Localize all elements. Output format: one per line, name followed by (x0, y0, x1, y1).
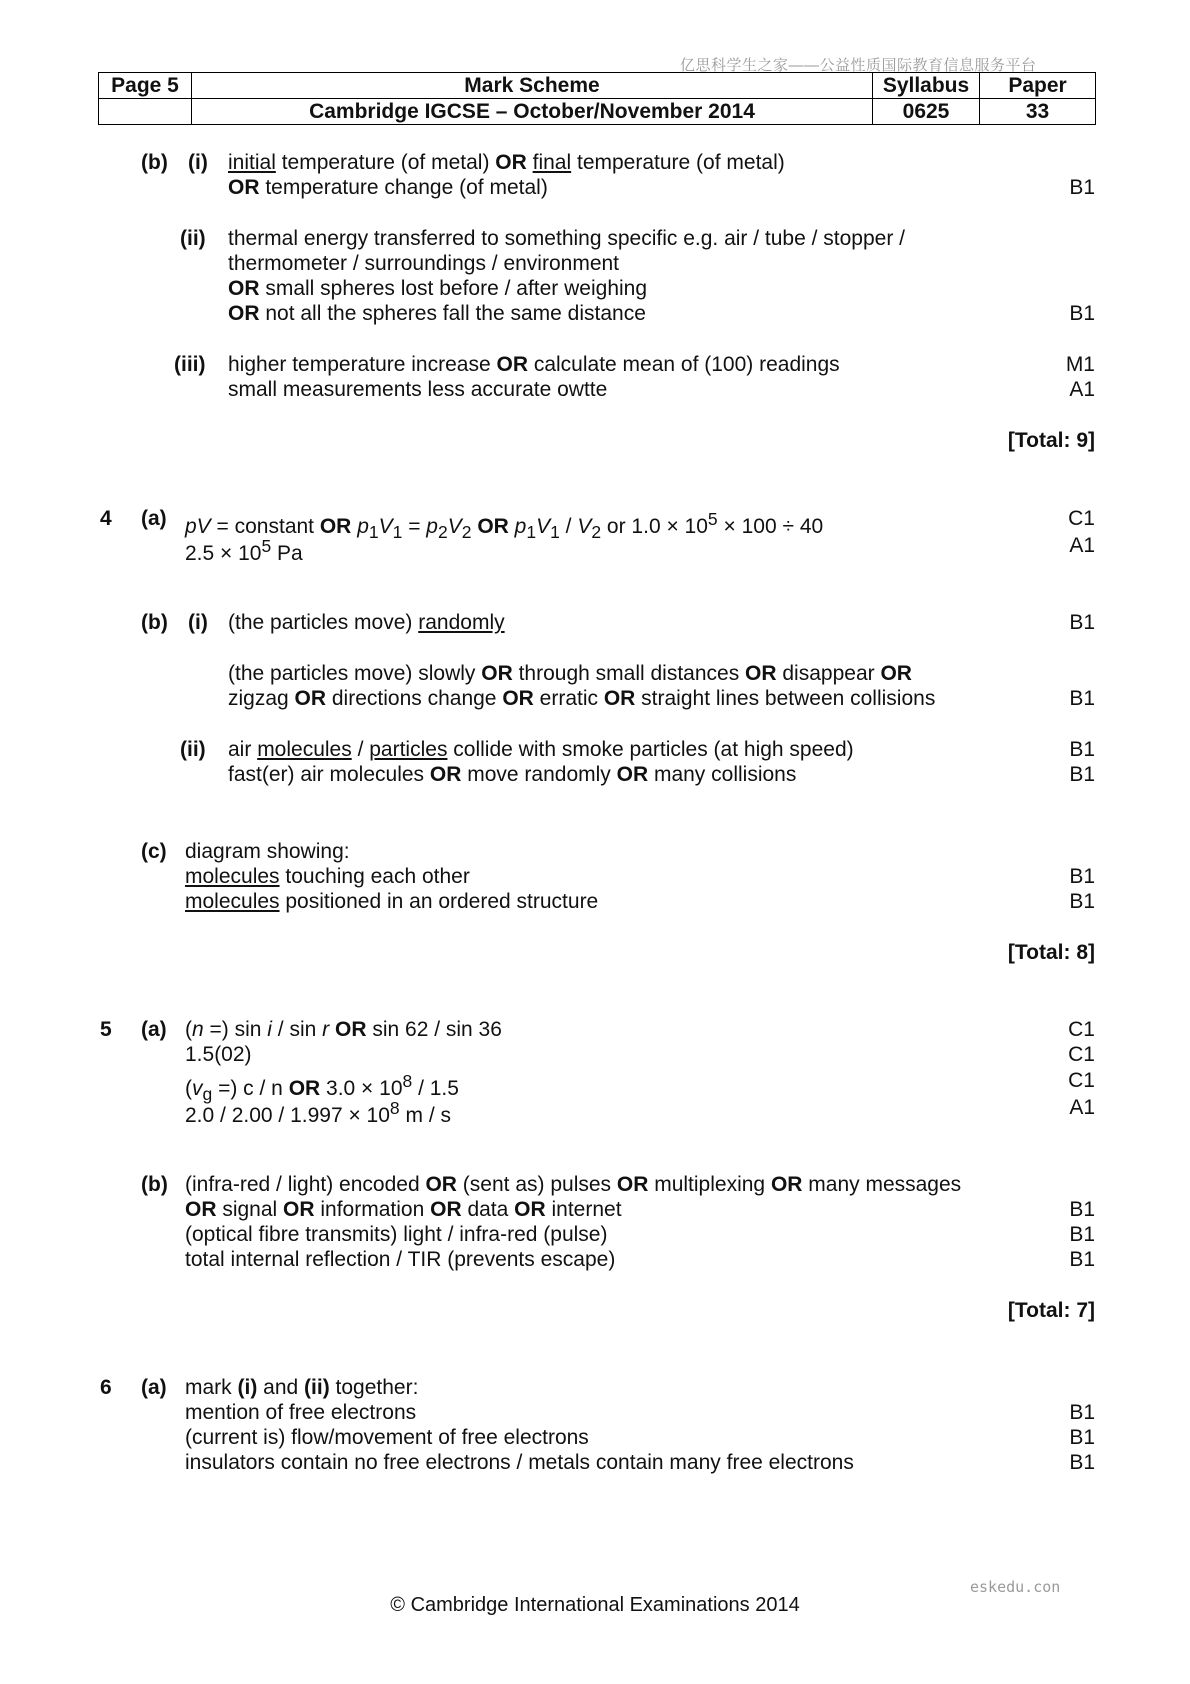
q4-c-line1: diagram showing: (185, 840, 350, 863)
watermark-top: 亿思科学生之家——公益性质国际教育信息服务平台 (680, 57, 1037, 74)
q5-b-line4: total internal reflection / TIR (prevents escape) (185, 1248, 616, 1271)
mark: C1 (1068, 1043, 1095, 1066)
header-table (98, 72, 1096, 125)
mark: B1 (1069, 687, 1095, 710)
mark: B1 (1069, 890, 1095, 913)
q5-b-line3: (optical fibre transmits) light / infra-red (pulse) (185, 1223, 608, 1246)
mark: A1 (1069, 378, 1095, 401)
subpart-label-ii: (ii) (180, 227, 206, 250)
mark: A1 (1069, 534, 1095, 557)
header-syllabus-label: Syllabus (873, 73, 980, 99)
q5-b-line2: OR signal OR information OR data OR internet (185, 1198, 622, 1221)
mark: C1 (1068, 1069, 1095, 1092)
total-q4: [Total: 8] (1007, 941, 1095, 964)
mark: A1 (1069, 1096, 1095, 1119)
mark: C1 (1068, 1018, 1095, 1041)
q5-a-line1: (n =) sin i / sin r OR sin 62 / sin 36 (185, 1018, 502, 1041)
mark: B1 (1069, 1426, 1095, 1449)
subpart-label-i: (i) (188, 611, 208, 634)
q6-a-line4: insulators contain no free electrons / metals contain many free electrons (185, 1451, 854, 1474)
subpart-label-ii: (ii) (180, 738, 206, 761)
total-q3: [Total: 9] (1007, 429, 1095, 452)
part-label-b: (b) (141, 1173, 168, 1196)
q6-a-line1: mark (i) and (ii) together: (185, 1376, 419, 1399)
mark: B1 (1069, 176, 1095, 199)
q3b-iii-line1: higher temperature increase OR calculate mean of (100) readings (228, 353, 840, 376)
q3b-ii-line1: thermal energy transferred to something specific e.g. air / tube / stopper / (228, 227, 906, 250)
header-paper-label: Paper (980, 73, 1096, 99)
part-label-b: (b) (141, 151, 168, 174)
q4-c-line2: molecules touching each other (185, 865, 470, 888)
q5-a-line2: 1.5(02) (185, 1043, 252, 1066)
part-label-c: (c) (141, 840, 167, 863)
mark: M1 (1065, 353, 1095, 376)
q4-bi-line2: (the particles move) slowly OR through small distances OR disappear OR (228, 662, 912, 685)
part-label-b: (b) (141, 611, 168, 634)
q6-a-line3: (current is) flow/movement of free electrons (185, 1426, 589, 1449)
mark: B1 (1069, 611, 1095, 634)
q4-bii-line2: fast(er) air molecules OR move randomly OR many collisions (228, 763, 797, 786)
total-q5: [Total: 7] (1007, 1299, 1095, 1322)
q3b-ii-line3: OR small spheres lost before / after weighing (228, 277, 648, 300)
part-label-a: (a) (141, 1018, 167, 1041)
mark: B1 (1069, 1248, 1095, 1271)
q6-a-line2: mention of free electrons (185, 1401, 417, 1424)
subpart-label-i: (i) (188, 151, 208, 174)
part-label-a: (a) (141, 1376, 167, 1399)
q4-a-line2: $2.5 \times 10^5$ Pa (185, 536, 303, 565)
mark: B1 (1069, 1198, 1095, 1221)
footer-copyright: © Cambridge International Examinations 2014 (390, 1594, 800, 1616)
q4-bi-line3: zigzag OR directions change OR erratic OR straight lines between collisions (228, 687, 936, 710)
mark: B1 (1069, 763, 1095, 786)
header-empty (99, 99, 192, 125)
q4-bii-line1: air molecules / particles collide with smoke particles (at high speed) (228, 738, 854, 761)
header-syllabus: 0625 (873, 99, 980, 125)
watermark-bottom: eskedu.con (970, 1578, 1061, 1596)
subpart-label-iii: (iii) (174, 353, 206, 376)
header-paper: 33 (980, 99, 1096, 125)
q4-c-line3: molecules positioned in an ordered structure (185, 890, 599, 913)
header-page: Page 5 (99, 73, 192, 99)
question-number-5: 5 (100, 1018, 112, 1041)
question-number-6: 6 (100, 1376, 112, 1399)
part-label-a: (a) (141, 507, 167, 530)
mark: B1 (1069, 1401, 1095, 1424)
q3b-iii-line2: small measurements less accurate owtte (228, 378, 608, 401)
mark: B1 (1069, 738, 1095, 761)
mark: B1 (1069, 302, 1095, 325)
header-title: Mark Scheme (192, 73, 873, 99)
q3b-ii-line4: OR not all the spheres fall the same distance (228, 302, 646, 325)
q3b-i-line1: initial temperature (of metal) OR final temperature (of metal) (228, 151, 785, 174)
q5-a-line4: $2.0 / 2.00 / 1.997 \times 10^8$ m / s (185, 1098, 451, 1127)
mark: B1 (1069, 1451, 1095, 1474)
q3b-ii-line2: thermometer / surroundings / environment (228, 252, 620, 275)
q5-a-line3: ($v_g$ =) c / n OR $3.0 \times 10^8 / 1.5$ (185, 1071, 459, 1105)
q4-bi-line1: (the particles move) randomly (228, 611, 505, 634)
q4-a-line1: pV = constant OR $p_1V_1 = p_2V_2$ OR $p_1V_1 / V_2$ or $1.0 \times 10^5 \times 100 \div 40$ (185, 509, 824, 543)
mark: C1 (1068, 507, 1095, 530)
mark: B1 (1069, 865, 1095, 888)
mark: B1 (1069, 1223, 1095, 1246)
question-number-4: 4 (100, 507, 112, 530)
header-exam: Cambridge IGCSE – October/November 2014 (192, 99, 873, 125)
q5-b-line1: (infra-red / light) encoded OR (sent as) pulses OR multiplexing OR many messages (185, 1173, 962, 1196)
q3b-i-line2: OR temperature change (of metal) (228, 176, 548, 199)
